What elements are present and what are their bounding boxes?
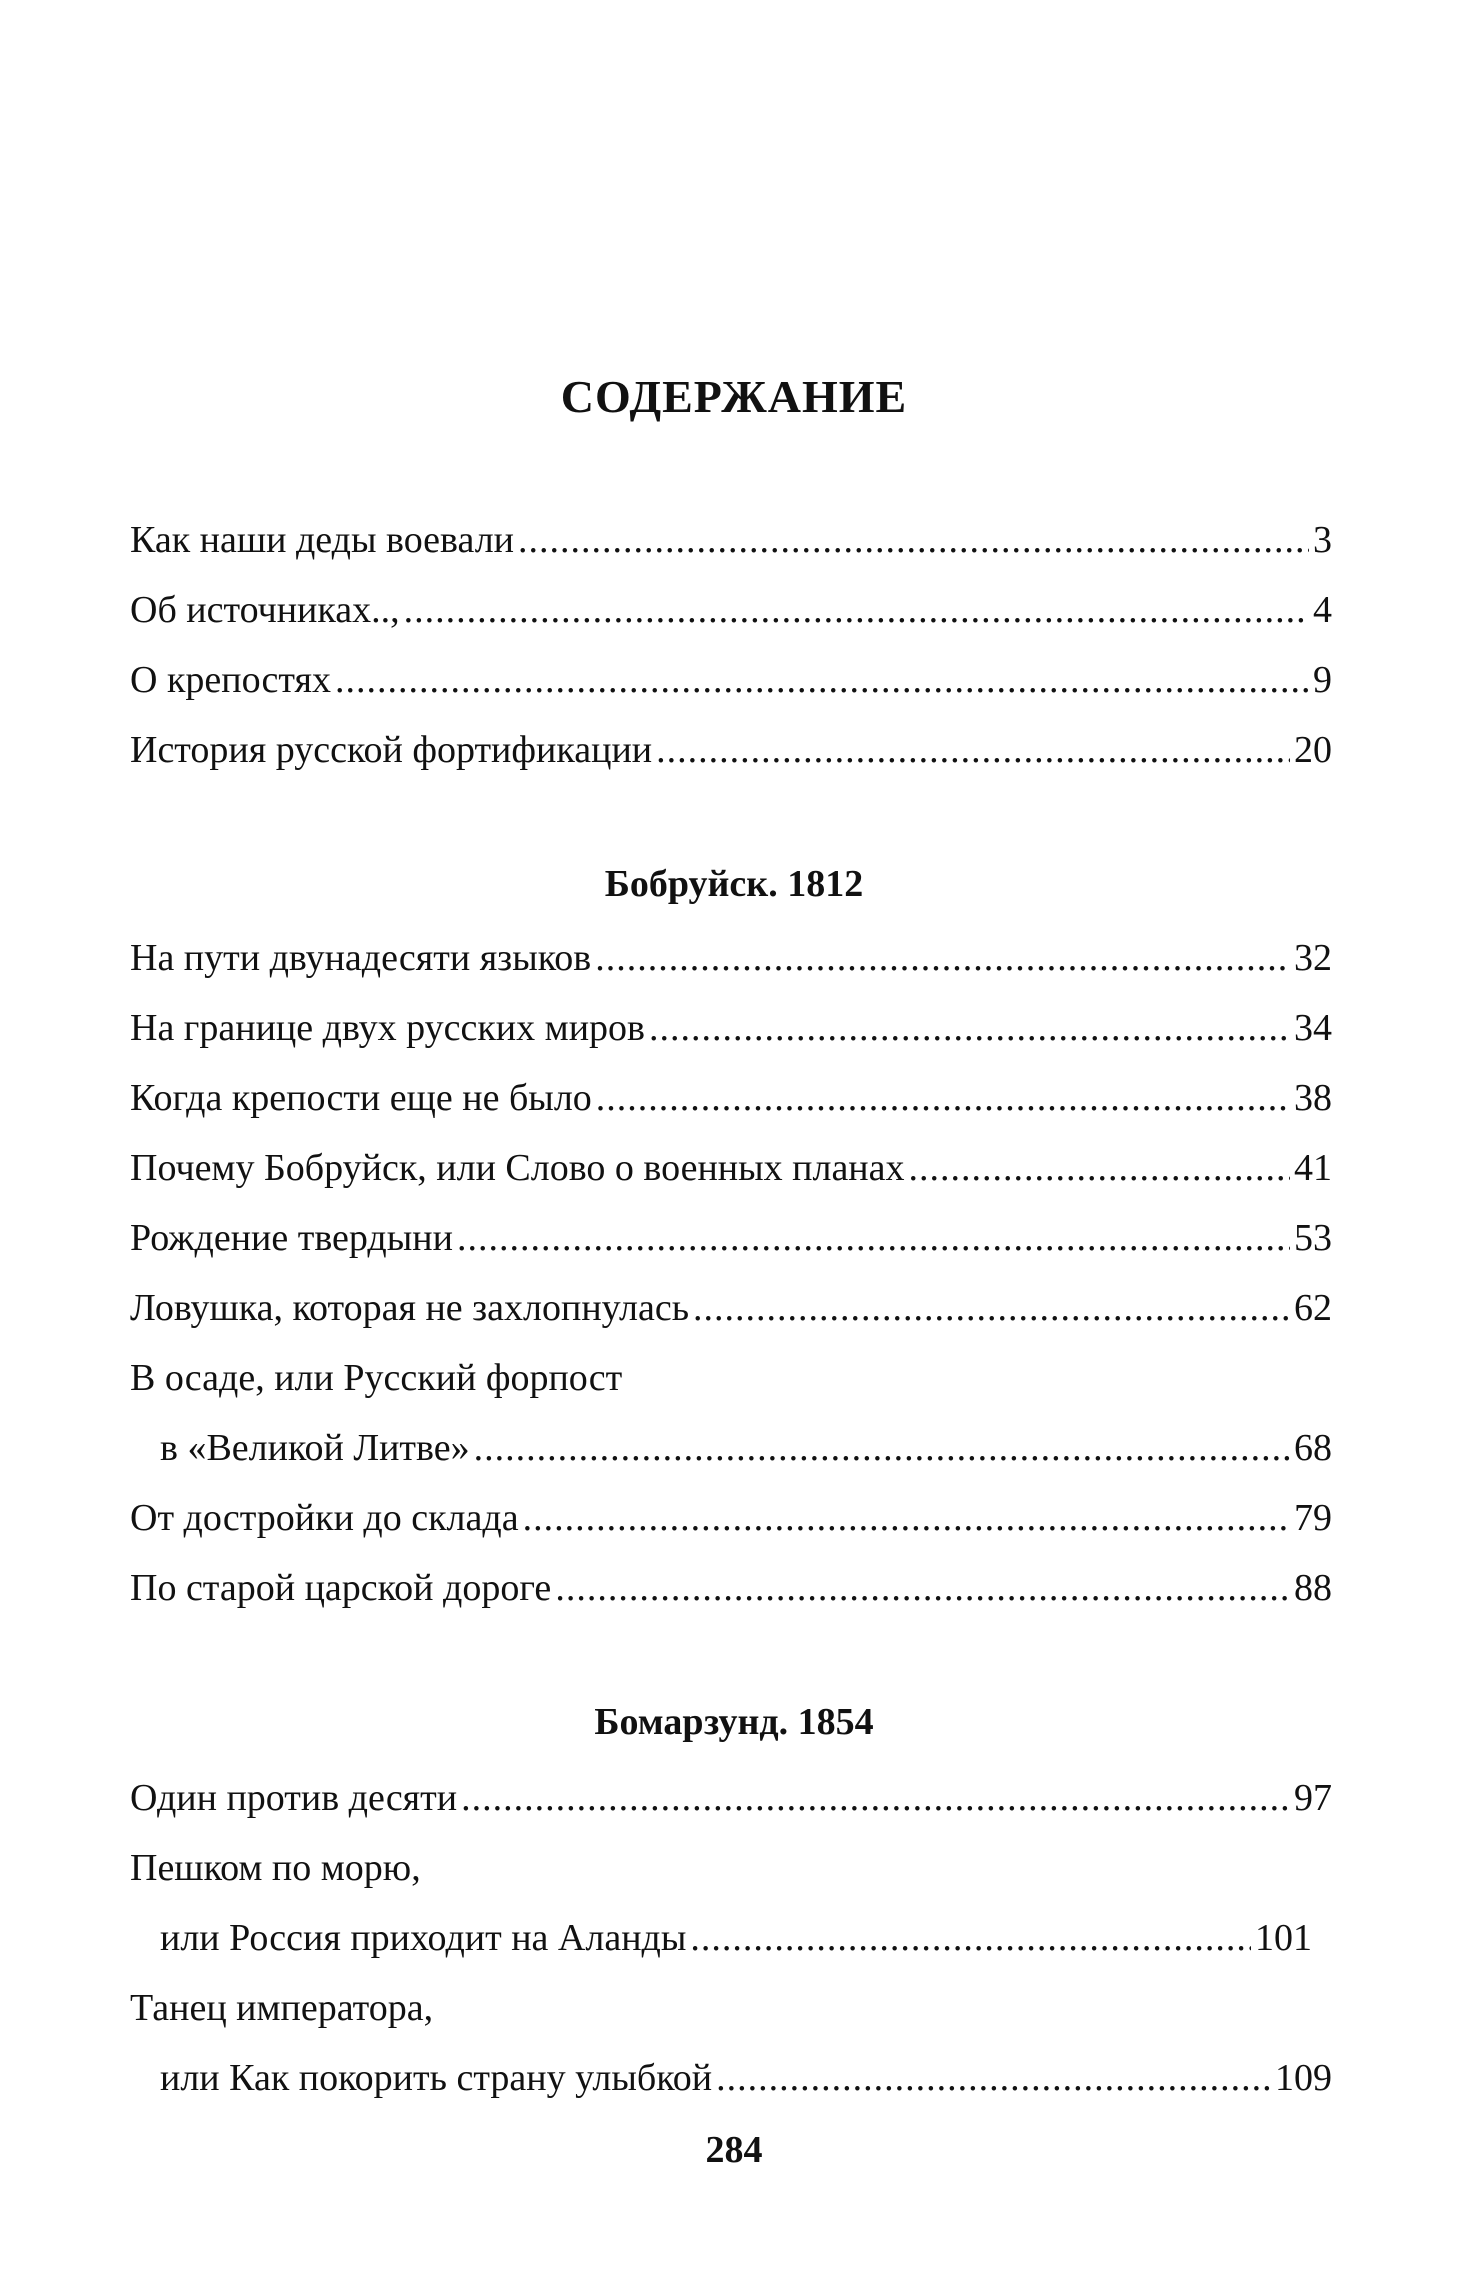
toc-entry-title: В осаде, или Русский форпост xyxy=(130,1357,623,1399)
toc-entry-title: Как наши деды воевали xyxy=(130,519,514,561)
toc-entry-page: 32 xyxy=(1294,937,1332,979)
toc-entry-title: На пути двунадесяти языков xyxy=(130,937,592,979)
toc-entry-page: 3 xyxy=(1313,519,1332,561)
toc-entry-title: По старой царской дороге xyxy=(130,1567,552,1609)
toc-entry xyxy=(130,1982,1332,2034)
dot-leader xyxy=(461,1772,1290,1824)
dot-leader xyxy=(656,724,1290,776)
toc-entry-page: 9 xyxy=(1313,659,1332,701)
toc-entry xyxy=(130,1842,1332,1894)
dot-leader xyxy=(523,1492,1290,1544)
toc-entry-page: 62 xyxy=(1294,1287,1332,1329)
toc-entry-page: 38 xyxy=(1294,1077,1332,1119)
toc-entry xyxy=(130,1212,1332,1264)
toc-entry-title: в «Великой Литве» xyxy=(160,1427,470,1469)
toc-entry-title: От достройки до склада xyxy=(130,1497,519,1539)
dot-leader xyxy=(693,1282,1290,1334)
toc-entry-page: 79 xyxy=(1294,1497,1332,1539)
toc-entry-title: Ловушка, которая не захлопнулась xyxy=(130,1287,690,1329)
dot-leader xyxy=(690,1912,1251,1964)
toc-entry-title: Рождение твердыни xyxy=(130,1217,453,1259)
toc-entry-page: 88 xyxy=(1294,1567,1332,1609)
toc-entry-page: 97 xyxy=(1294,1777,1332,1819)
toc-entry-title: На границе двух русских миров xyxy=(130,1007,645,1049)
toc-entry-page: 53 xyxy=(1294,1217,1332,1259)
dot-leader xyxy=(518,514,1309,566)
toc-entry xyxy=(160,1422,1332,1474)
page-number: 284 xyxy=(705,2129,763,2171)
toc-entry xyxy=(130,1002,1332,1054)
dot-leader xyxy=(596,1072,1290,1124)
toc-entry xyxy=(130,1492,1332,1544)
dot-leader xyxy=(404,584,1309,636)
toc-entry-title: или Россия приходит на Аланды xyxy=(160,1917,687,1959)
dot-leader xyxy=(909,1142,1290,1194)
toc-entry-page: 109 xyxy=(1275,2057,1332,2099)
toc-entry xyxy=(130,1562,1332,1614)
toc-entry-title: или Как покорить страну улыбкой xyxy=(160,2057,713,2099)
dot-leader xyxy=(555,1562,1290,1614)
dot-leader xyxy=(335,654,1309,706)
toc-entry-page: 68 xyxy=(1294,1427,1332,1469)
dot-leader xyxy=(457,1212,1290,1264)
page-title: СОДЕРЖАНИЕ xyxy=(560,371,908,422)
toc-entry-page: 34 xyxy=(1294,1007,1332,1049)
dot-leader xyxy=(595,932,1290,984)
toc-entry xyxy=(130,1352,1332,1404)
toc-entry xyxy=(130,724,1332,776)
toc-entry xyxy=(130,1772,1332,1824)
toc-entry-title: Почему Бобруйск, или Слово о военных планах xyxy=(130,1147,905,1189)
toc-entry xyxy=(130,514,1332,566)
section-heading: Бобруйск. 1812 xyxy=(604,863,864,905)
dot-leader xyxy=(649,1002,1290,1054)
toc-entry xyxy=(160,2052,1332,2104)
toc-entry-title: Один против десяти xyxy=(130,1777,458,1819)
toc-entry-page: 20 xyxy=(1294,729,1332,771)
toc-entry xyxy=(130,1072,1332,1124)
toc-entry-page: 4 xyxy=(1313,589,1332,631)
section-heading: Бомарзунд. 1854 xyxy=(594,1701,874,1743)
toc-entry-title: Танец императора, xyxy=(130,1987,434,2029)
toc-entry-title: Когда крепости еще не было xyxy=(130,1077,592,1119)
toc-entry xyxy=(130,654,1332,706)
toc-entry-title: О крепостях xyxy=(130,659,332,701)
toc-entry-title: Об источниках.., xyxy=(130,589,400,631)
toc-entry xyxy=(160,1912,1312,1964)
toc-entry-page: 101 xyxy=(1255,1917,1312,1959)
toc-entry xyxy=(130,584,1332,636)
dot-leader xyxy=(474,1422,1290,1474)
toc-entry-page: 41 xyxy=(1294,1147,1332,1189)
toc-entry xyxy=(130,1282,1332,1334)
toc-entry xyxy=(130,932,1332,984)
toc-entry-title: История русской фортификации xyxy=(130,729,653,771)
toc-entry-title: Пешком по морю, xyxy=(130,1847,421,1889)
dot-leader xyxy=(716,2052,1271,2104)
toc-entry xyxy=(130,1142,1332,1194)
